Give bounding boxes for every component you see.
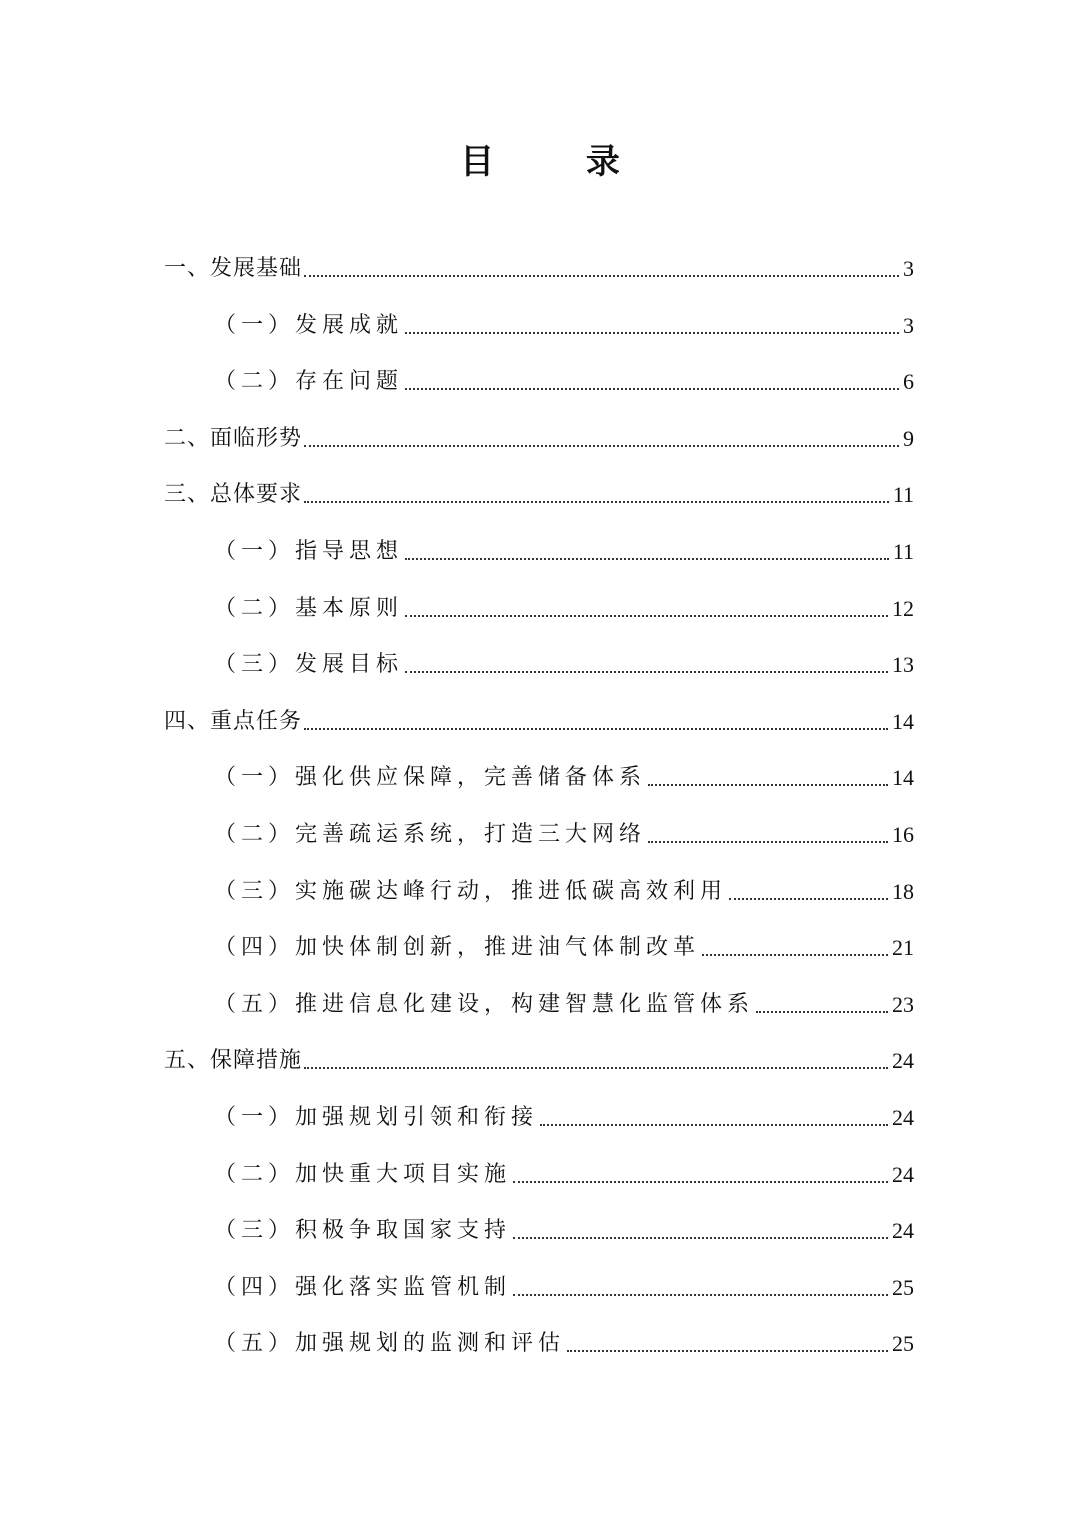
toc-dot-leader	[567, 1350, 888, 1352]
toc-page-number: 16	[892, 822, 914, 847]
toc-page-number: 3	[903, 256, 914, 281]
toc-entry-label: （二）存在问题	[214, 369, 404, 395]
toc-dot-leader	[405, 388, 899, 390]
toc-dot-leader	[405, 615, 888, 617]
toc-subsection-entry	[0, 1099, 914, 1133]
toc-page-number: 9	[903, 425, 914, 451]
toc-subsection-entry	[0, 1325, 914, 1359]
toc-dot-leader	[513, 1237, 888, 1239]
toc-entry-label: 三、总体要求	[164, 482, 303, 508]
toc-entry-label: （二）基本原则	[214, 595, 404, 621]
toc-page-number: 3	[903, 312, 914, 338]
toc-dot-leader	[702, 954, 888, 956]
toc-dot-leader	[756, 1011, 888, 1013]
toc-section-entry	[0, 476, 914, 510]
toc-dot-leader	[405, 558, 889, 560]
toc-entry-label: （三）积极争取国家支持	[214, 1218, 512, 1244]
toc-subsection-entry	[0, 1269, 914, 1303]
toc-dot-leader	[513, 1181, 888, 1183]
toc-subsection-entry	[0, 929, 914, 963]
toc-section-entry	[0, 1042, 914, 1076]
toc-page-number: 25	[892, 1331, 914, 1357]
toc-dot-leader	[648, 784, 888, 786]
toc-subsection-entry	[0, 816, 914, 850]
toc-subsection-entry	[0, 1212, 914, 1246]
toc-section-entry	[0, 250, 914, 284]
toc-entry-label: （五）推进信息化建设，构建智慧化监管体系	[214, 991, 755, 1017]
toc-subsection-entry	[0, 986, 914, 1020]
toc-page-number: 24	[892, 1105, 914, 1130]
toc-entry-label: （一）指导思想	[214, 539, 404, 564]
toc-page-number: 23	[892, 991, 914, 1017]
toc-section-entry	[0, 420, 914, 454]
toc-subsection-entry	[0, 307, 914, 341]
toc-page-number: 12	[892, 595, 914, 621]
toc-dot-leader	[729, 898, 888, 900]
toc-page-number: 21	[892, 935, 914, 961]
toc-subsection-entry	[0, 646, 914, 680]
toc-entry-label: （四）强化落实监管机制	[214, 1274, 512, 1300]
toc-page-number: 24	[892, 1161, 914, 1187]
toc-page-number: 14	[892, 765, 914, 791]
toc-entry-label: 一、发展基础	[164, 256, 303, 281]
toc-dot-leader	[513, 1294, 888, 1296]
toc-subsection-entry	[0, 873, 914, 907]
toc-subsection-entry	[0, 533, 914, 567]
toc-dot-leader	[405, 671, 888, 673]
toc-page-number: 14	[892, 708, 914, 734]
toc-entry-label: （二）加快重大项目实施	[214, 1161, 512, 1187]
toc-entry-label: （四）加快体制创新，推进油气体制改革	[214, 935, 701, 961]
toc-subsection-entry	[0, 759, 914, 793]
toc-page-number: 11	[892, 482, 914, 508]
toc-entry-label: （三）发展目标	[214, 652, 404, 678]
toc-page-number: 24	[892, 1048, 914, 1074]
toc-subsection-entry	[0, 1156, 914, 1190]
toc-page-number: 18	[892, 878, 914, 904]
toc-entry-label: （三）实施碳达峰行动，推进低碳高效利用	[214, 878, 728, 904]
toc-dot-leader	[540, 1124, 888, 1126]
toc-page-number: 11	[892, 539, 914, 564]
toc-subsection-entry	[0, 590, 914, 624]
toc-dot-leader	[304, 275, 899, 277]
toc-dot-leader	[304, 728, 888, 730]
toc-dot-leader	[648, 841, 888, 843]
toc-entry-label: 二、面临形势	[164, 425, 303, 451]
toc-dot-leader	[304, 1067, 888, 1069]
toc-entry-label: （一）发展成就	[214, 312, 404, 338]
toc-entry-label: （一）加强规划引领和衔接	[214, 1105, 539, 1130]
toc-subsection-entry	[0, 363, 914, 397]
toc-entry-label: （五）加强规划的监测和评估	[214, 1331, 566, 1357]
toc-entry-label: 四、重点任务	[164, 708, 303, 734]
toc-page-number: 24	[892, 1218, 914, 1244]
toc-entry-label: （二）完善疏运系统，打造三大网络	[214, 822, 647, 847]
toc-page-number: 13	[892, 652, 914, 678]
toc-dot-leader	[304, 445, 899, 447]
page-title: 目 录	[460, 142, 660, 182]
toc-entry-label: 五、保障措施	[164, 1048, 303, 1074]
toc-dot-leader	[405, 332, 899, 334]
toc-page-number: 25	[892, 1274, 914, 1300]
toc-entry-label: （一）强化供应保障，完善储备体系	[214, 765, 647, 791]
toc-section-entry	[0, 703, 914, 737]
toc-dot-leader	[304, 501, 889, 503]
toc-page-number: 6	[903, 369, 914, 395]
